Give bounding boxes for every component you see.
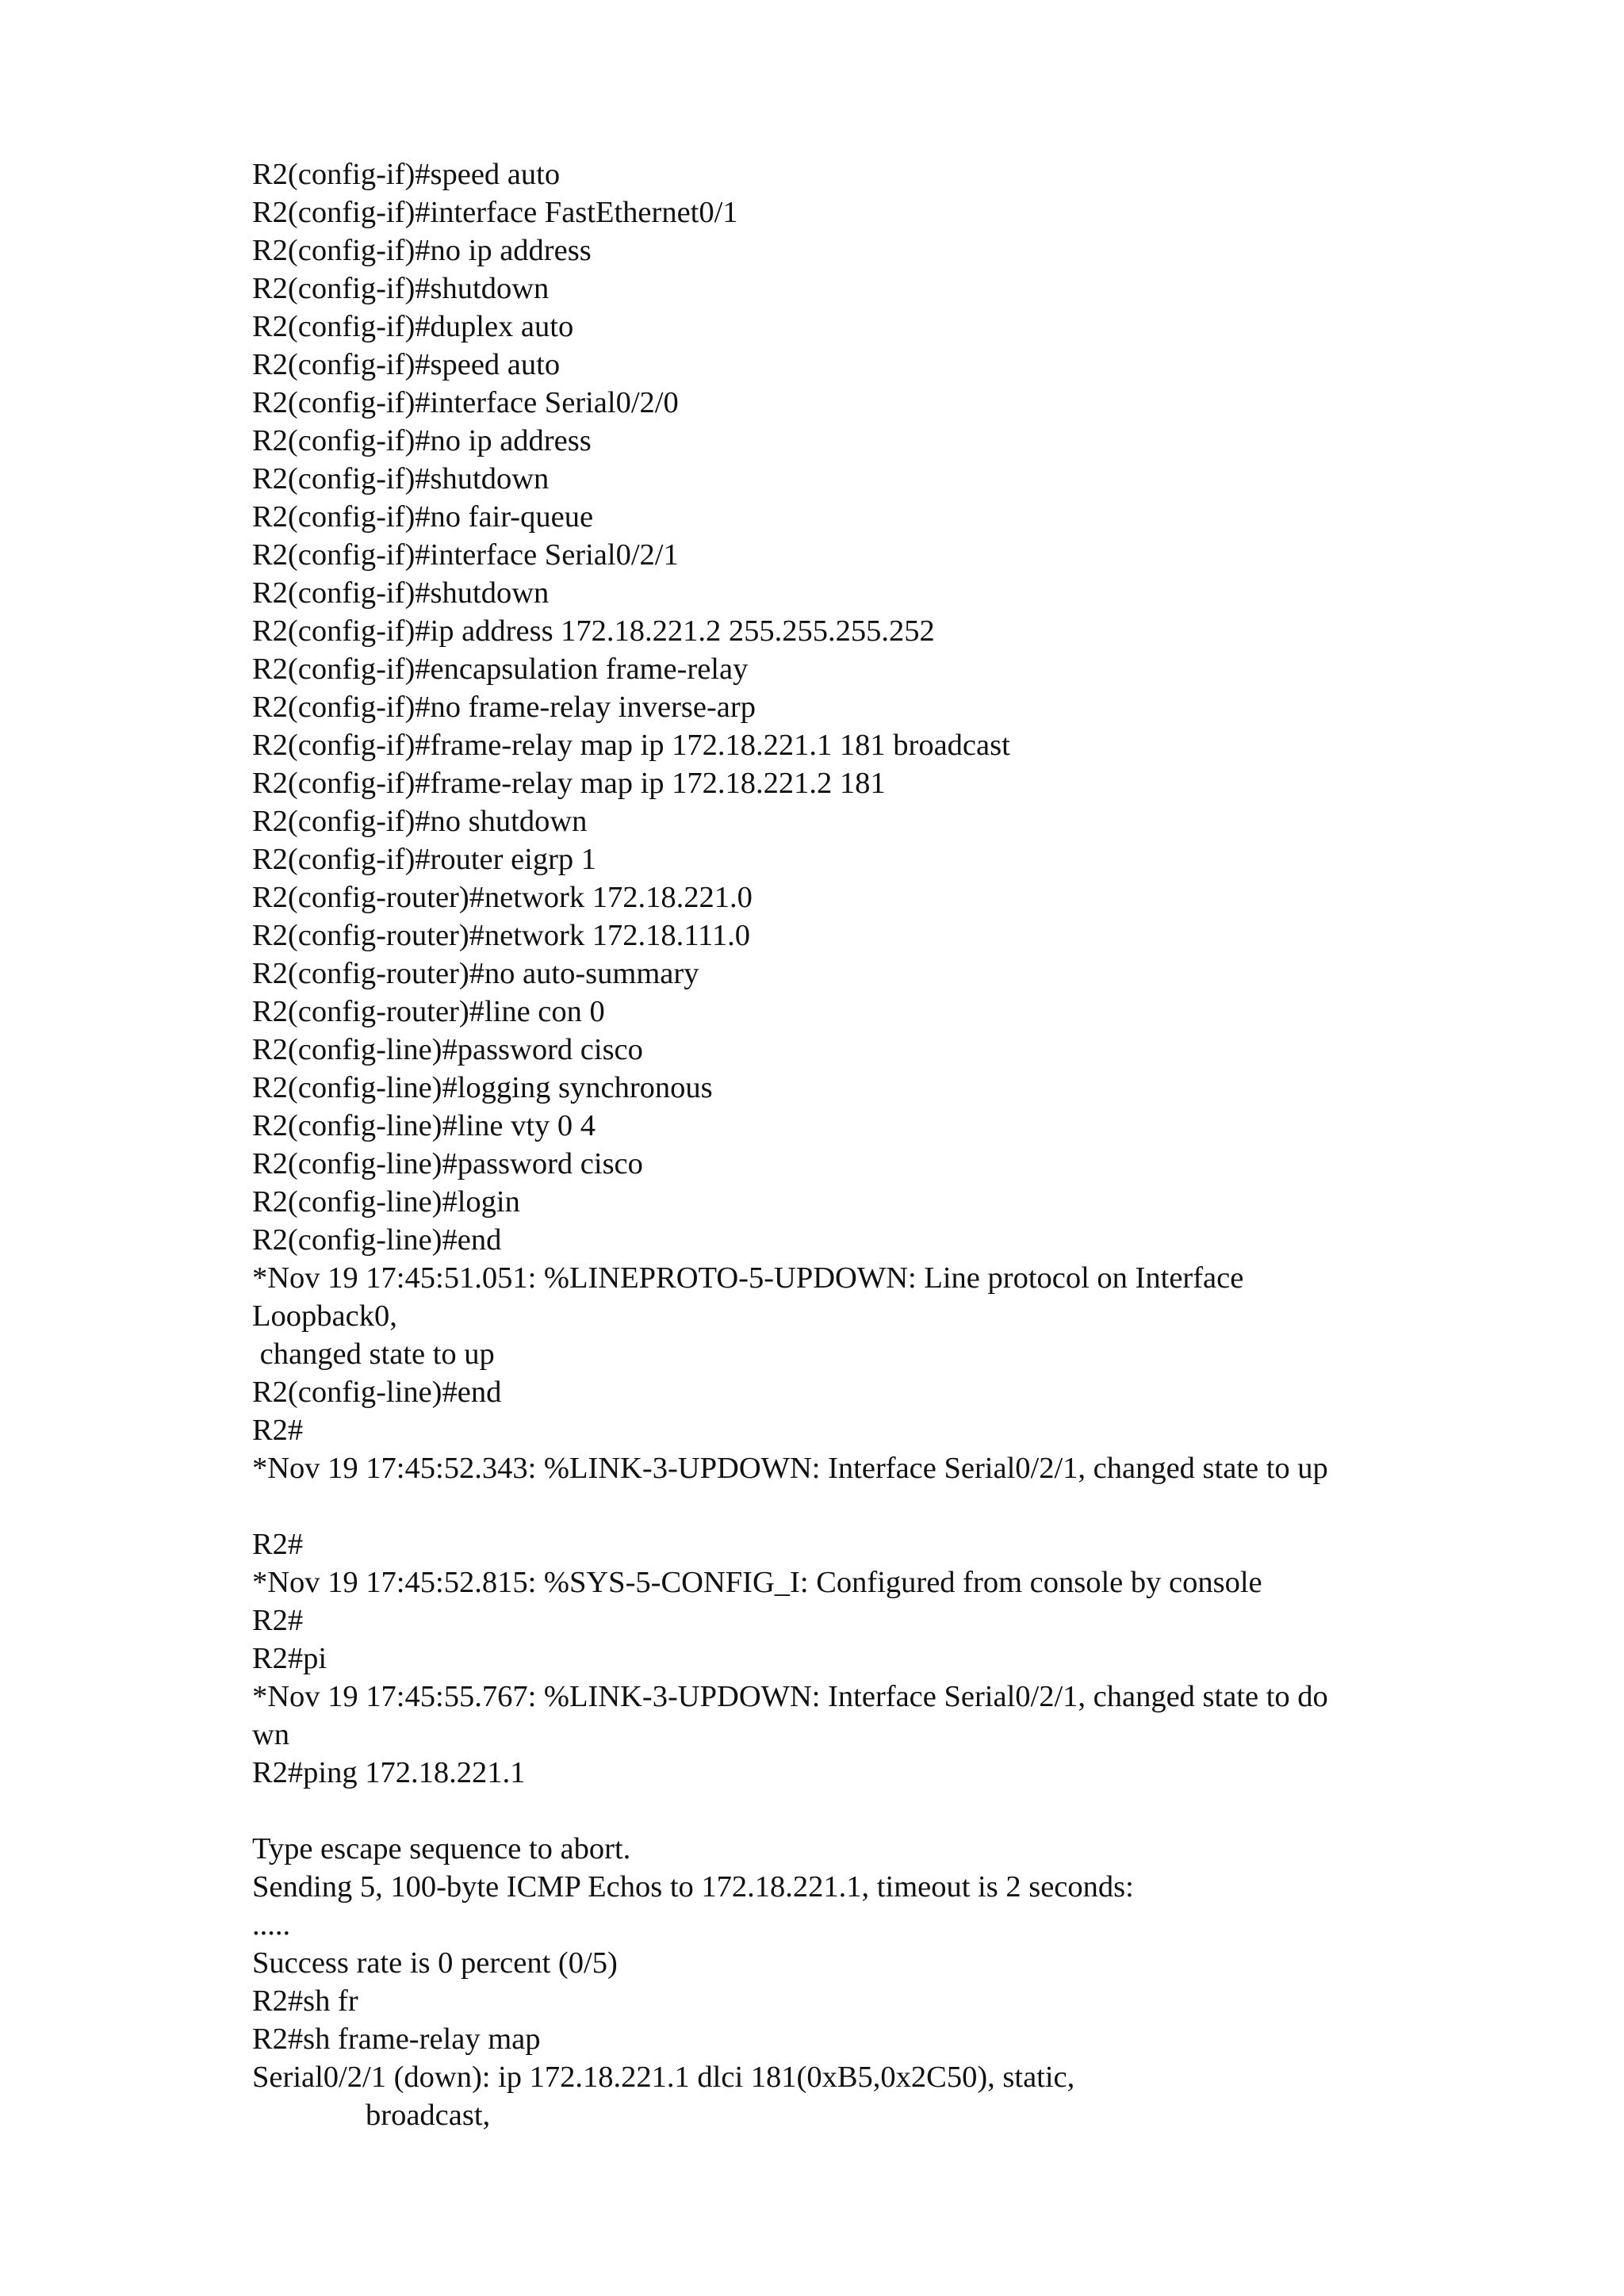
blank-line — [252, 1487, 1505, 1525]
transcript-line: R2(config-if)#no ip address — [252, 424, 592, 457]
transcript-line: R2(config-if)#interface Serial0/2/0 — [252, 386, 679, 419]
transcript-line: Sending 5, 100-byte ICMP Echos to 172.18.221.1, timeout is 2 seconds: — [252, 1870, 1134, 1904]
transcript-line: R2(config-if)#shutdown — [252, 272, 550, 305]
transcript-line: *Nov 19 17:45:52.815: %SYS-5-CONFIG_I: Configured from console by console — [252, 1566, 1262, 1599]
transcript-line: R2(config-line)#line vty 0 4 — [252, 1109, 596, 1142]
terminal-transcript — [252, 155, 1505, 2134]
transcript-line: R2(config-if)#no shutdown — [252, 805, 588, 838]
transcript-line: R2(config-if)#ip address 172.18.221.2 255.255.255.252 — [252, 614, 935, 648]
transcript-line: R2(config-if)#router eigrp 1 — [252, 843, 597, 876]
transcript-line: R2#sh fr — [252, 1984, 358, 2018]
transcript-line: Loopback0, — [252, 1299, 397, 1333]
transcript-line: R2(config-if)#shutdown — [252, 576, 550, 610]
transcript-line: R2(config-router)#line con 0 — [252, 995, 605, 1028]
blank-line — [252, 1792, 1505, 1830]
transcript-line: R2(config-router)#network 172.18.111.0 — [252, 919, 750, 952]
transcript-line: R2(config-line)#password cisco — [252, 1033, 643, 1066]
transcript-line: R2(config-line)#login — [252, 1185, 520, 1219]
transcript-line: R2(config-line)#end — [252, 1223, 502, 1257]
transcript-line: R2(config-line)#end — [252, 1376, 502, 1409]
transcript-line: R2# — [252, 1414, 304, 1447]
transcript-line: R2(config-if)#no fair-queue — [252, 500, 594, 534]
transcript-line: R2(config-if)#encapsulation frame-relay — [252, 652, 749, 686]
transcript-line: R2(config-if)#speed auto — [252, 158, 561, 191]
transcript-line: R2(config-router)#no auto-summary — [252, 957, 699, 990]
transcript-line: R2(config-if)#no ip address — [252, 234, 592, 267]
transcript-line: R2#sh frame-relay map — [252, 2022, 541, 2056]
transcript-line: Success rate is 0 percent (0/5) — [252, 1946, 618, 1980]
transcript-line: *Nov 19 17:45:52.343: %LINK-3-UPDOWN: Interface Serial0/2/1, changed state to up — [252, 1452, 1328, 1485]
transcript-line: R2(config-router)#network 172.18.221.0 — [252, 881, 753, 914]
transcript-line: R2(config-if)#frame-relay map ip 172.18.221.2 181 — [252, 767, 886, 800]
transcript-line: changed state to up — [252, 1337, 495, 1371]
transcript-line: Serial0/2/1 (down): ip 172.18.221.1 dlci 181(0xB5,0x2C50), static, — [252, 2061, 1075, 2094]
transcript-line: ..... — [252, 1908, 291, 1942]
transcript-line: R2# — [252, 1604, 304, 1637]
transcript-line: R2(config-line)#password cisco — [252, 1147, 643, 1181]
transcript-line: R2(config-if)#duplex auto — [252, 310, 574, 343]
transcript-line: R2(config-if)#interface Serial0/2/1 — [252, 538, 679, 572]
transcript-line: R2(config-if)#shutdown — [252, 462, 550, 496]
transcript-line: broadcast, — [366, 2099, 491, 2132]
transcript-line: R2#pi — [252, 1642, 327, 1675]
transcript-line: *Nov 19 17:45:55.767: %LINK-3-UPDOWN: Interface Serial0/2/1, changed state to do — [252, 1680, 1328, 1713]
transcript-line: R2(config-if)#frame-relay map ip 172.18.221.1 181 broadcast — [252, 729, 1010, 762]
transcript-line: Type escape sequence to abort. — [252, 1832, 631, 1866]
transcript-line: R2(config-line)#logging synchronous — [252, 1071, 713, 1104]
transcript-line: R2(config-if)#no frame-relay inverse-arp — [252, 691, 756, 724]
transcript-line: *Nov 19 17:45:51.051: %LINEPROTO-5-UPDOWN: Line protocol on Interface — [252, 1261, 1244, 1295]
transcript-line: R2(config-if)#interface FastEthernet0/1 — [252, 196, 738, 229]
transcript-line: R2# — [252, 1528, 304, 1561]
transcript-line: R2(config-if)#speed auto — [252, 348, 561, 381]
transcript-line: R2#ping 172.18.221.1 — [252, 1756, 526, 1789]
transcript-line: wn — [252, 1718, 290, 1751]
